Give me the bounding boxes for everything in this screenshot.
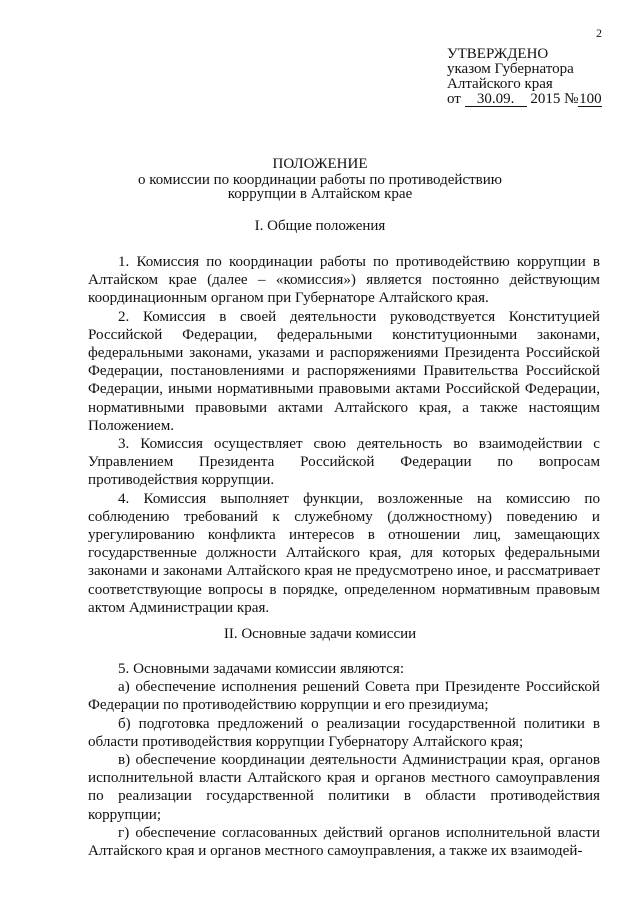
paragraph-5: 5. Основными задачами комиссии являются:	[118, 661, 405, 677]
approval-region: Алтайского края	[447, 76, 553, 92]
section2-body	[88, 660, 600, 860]
paragraph-3: 3. Комиссия осуществляет свою деятельность во взаимодействии с Управлением Президента Российской Федерации по вопросам противодействия коррупции.	[88, 436, 600, 489]
approval-number-label: №	[564, 91, 579, 107]
title-main: ПОЛОЖЕНИЕ	[272, 156, 368, 172]
section1-body	[88, 253, 600, 617]
paragraph-4: 4. Комиссия выполняет функции, возложенные на комиссию по соблюдению требований к служебному (должностному) поведению и урегулированию конфликта интересов в отношении лиц, замещающих государственные должности Алтайского края, для которых федеральными законами и законами Алтайского края не предусмотрено иное, и рассматривает соответствующие вопросы в порядке, определенном нормативным правовым актом Администрации края.	[88, 490, 600, 616]
paragraph-1: 1. Комиссия по координации работы по противодействию коррупции в Алтайском крае (далее – «комиссия») является постоянно действующим координационным органом при Губернаторе Алтайского края.	[88, 254, 600, 307]
approval-issuer: указом Губернатора	[447, 61, 574, 77]
item-v: в) обеспечение координации деятельности Администрации края, органов исполнительной власти Алтайского края и органов местного самоуправления по реализации государственной политики в области противодействия коррупции;	[88, 752, 600, 823]
title-subtitle-line2: коррупции в Алтайском крае	[227, 186, 413, 202]
document-title	[0, 157, 640, 201]
approval-number: 100	[579, 91, 602, 107]
section2-heading: II. Основные задачи комиссии	[223, 626, 417, 642]
approval-year: 2015	[530, 91, 561, 107]
approval-date-number	[447, 92, 617, 107]
item-a: а) обеспечение исполнения решений Совета при Президенте Российской Федерации по противодействию коррупции и его президиума;	[88, 679, 600, 714]
paragraph-2: 2. Комиссия в своей деятельности руководствуется Конституцией Российской Федерации, федеральными конституционными законами, федеральными законами, указами и распоряжениями Президента Российской Федерации, постановлениями и распоряжениями Правительства Российской Федерации, иными нормативными правовыми актами Российской Федерации, нормативными правовыми актами Алтайского края, а также настоящим Положением.	[88, 308, 600, 434]
item-b: б) подготовка предложений о реализации государственной политики в области противодействия коррупции Губернатору Алтайского края;	[88, 715, 600, 750]
approval-stamp	[447, 47, 617, 107]
approval-title: УТВЕРЖДЕНО	[447, 46, 549, 62]
approval-from-label: от	[447, 91, 461, 107]
item-g: г) обеспечение согласованных действий органов исполнительной власти Алтайского края и органов местного самоуправления, а также их взаимодей-	[88, 824, 600, 860]
section1-heading: I. Общие положения	[254, 218, 386, 234]
title-subtitle-line1: о комиссии по координации работы по противодействию	[138, 172, 502, 188]
approval-date: 30.09.	[465, 92, 527, 107]
page-number: 2	[596, 26, 602, 40]
